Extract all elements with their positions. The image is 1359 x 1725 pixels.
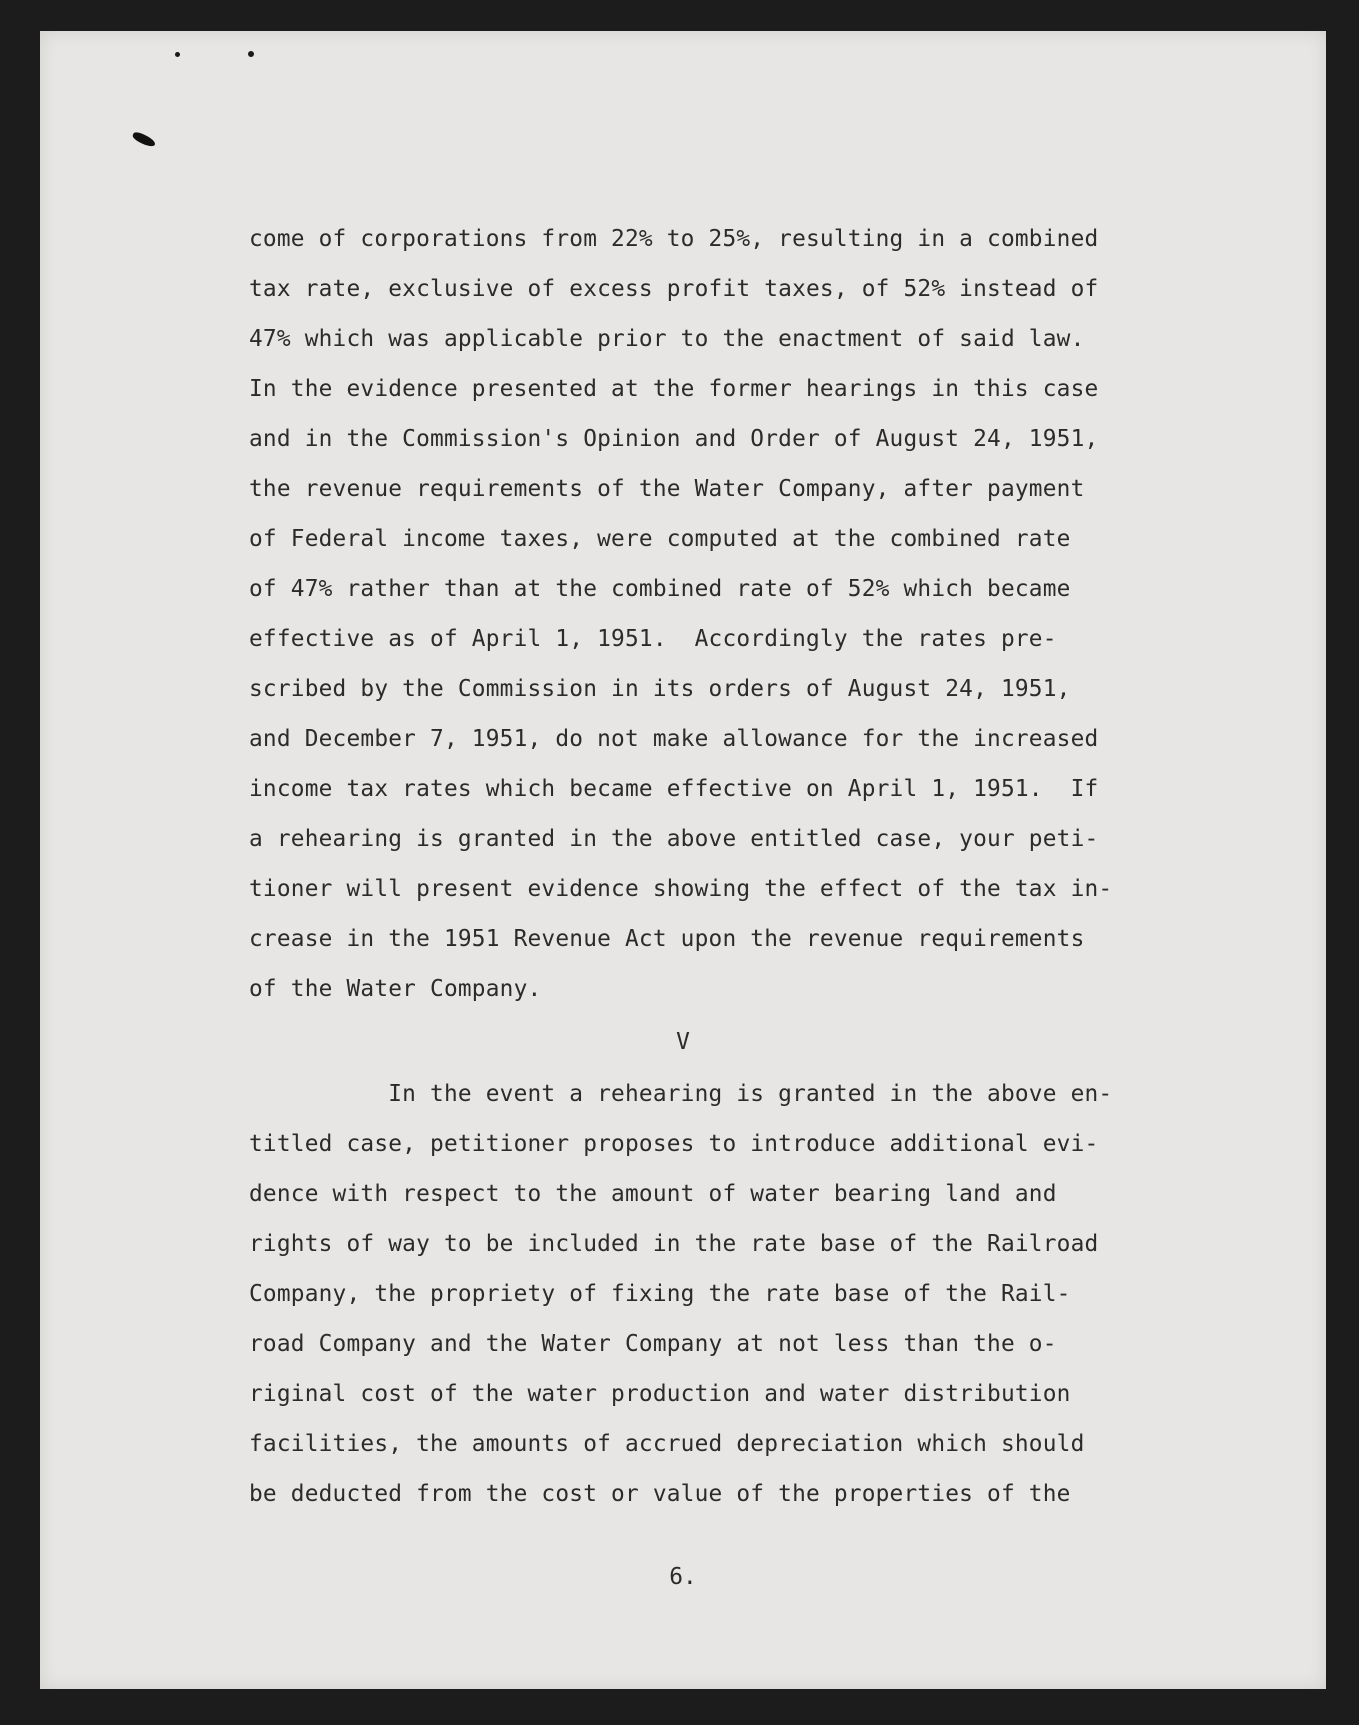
- text-line: effective as of April 1, 1951. Accordingly the rates pre-: [249, 626, 1057, 652]
- text-line: rights of way to be included in the rate base of the Railroad: [249, 1231, 1099, 1257]
- text-line: income tax rates which became effective on April 1, 1951. If: [249, 776, 1099, 802]
- text-line: road Company and the Water Company at not less than the o-: [249, 1331, 1057, 1357]
- text-line: be deducted from the cost or value of the properties of the: [249, 1481, 1071, 1507]
- text-line: the revenue requirements of the Water Company, after payment: [249, 476, 1085, 502]
- page-number: 6.: [669, 1564, 697, 1590]
- text-line: of the Water Company.: [249, 976, 542, 1002]
- text-line: titled case, petitioner proposes to introduce additional evi-: [249, 1131, 1099, 1157]
- ink-dot: [248, 51, 254, 57]
- ink-dot: [175, 52, 180, 57]
- text-line: facilities, the amounts of accrued depreciation which should: [249, 1431, 1085, 1457]
- text-line: and December 7, 1951, do not make allowance for the increased: [249, 726, 1099, 752]
- text-line: a rehearing is granted in the above entitled case, your peti-: [249, 826, 1099, 852]
- text-line: and in the Commission's Opinion and Order of August 24, 1951,: [249, 426, 1099, 452]
- text-line: Company, the propriety of fixing the rate base of the Rail-: [249, 1281, 1071, 1307]
- text-line: dence with respect to the amount of water bearing land and: [249, 1181, 1057, 1207]
- text-line: tioner will present evidence showing the effect of the tax in-: [249, 876, 1113, 902]
- text-line: tax rate, exclusive of excess profit taxes, of 52% instead of: [249, 276, 1099, 302]
- document-page: [40, 31, 1326, 1689]
- text-line: come of corporations from 22% to 25%, resulting in a combined: [249, 226, 1099, 252]
- text-line: In the evidence presented at the former hearings in this case: [249, 376, 1099, 402]
- text-line: 47% which was applicable prior to the enactment of said law.: [249, 326, 1085, 352]
- text-line: In the event a rehearing is granted in the above en-: [249, 1081, 1113, 1107]
- text-line: of Federal income taxes, were computed at the combined rate: [249, 526, 1071, 552]
- text-line: crease in the 1951 Revenue Act upon the revenue requirements: [249, 926, 1085, 952]
- text-line: riginal cost of the water production and water distribution: [249, 1381, 1071, 1407]
- text-line: of 47% rather than at the combined rate of 52% which became: [249, 576, 1071, 602]
- section-heading: V: [676, 1029, 690, 1055]
- ink-smudge: [131, 131, 157, 149]
- text-line: scribed by the Commission in its orders of August 24, 1951,: [249, 676, 1071, 702]
